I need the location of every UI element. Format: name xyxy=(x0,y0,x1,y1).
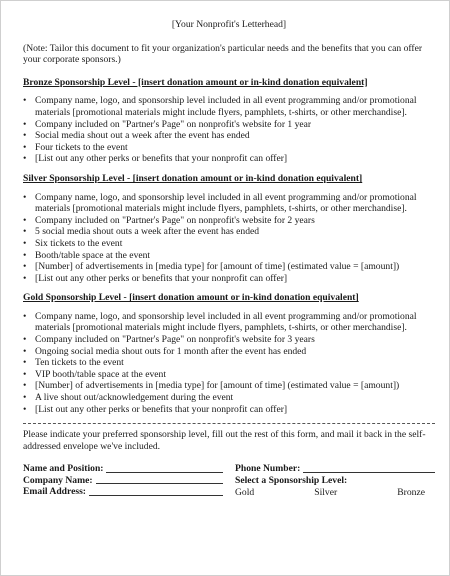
tailor-note: (Note: Tailor this document to fit your organization's particular needs and the benefits that you can offer your corporate sponsors.) xyxy=(23,42,423,66)
sponsorship-level-row xyxy=(235,475,435,487)
list-item: • [Number] of advertisements in [media type] for [amount of time] (estimated value = [amount]) xyxy=(23,261,435,273)
name-position-field[interactable] xyxy=(106,472,223,473)
gold-section xyxy=(23,292,435,415)
phone-field[interactable] xyxy=(303,472,435,473)
silver-benefits-list xyxy=(23,192,435,285)
name-position-row xyxy=(23,463,223,475)
company-name-row xyxy=(23,475,223,487)
list-item: • Booth/table space at the event xyxy=(23,250,435,262)
list-item: • [List out any other perks or benefits that your nonprofit can offer] xyxy=(23,273,435,285)
list-item: • Ten tickets to the event xyxy=(23,357,435,369)
silver-section xyxy=(23,173,435,284)
list-item: • Ongoing social media shout outs for 1 month after the event has ended xyxy=(23,346,435,358)
sponsor-reply-form xyxy=(23,463,435,523)
letterhead-placeholder: [Your Nonprofit's Letterhead] xyxy=(171,19,287,30)
form-instruction: Please indicate your preferred sponsorship level, fill out the rest of this form, and mail it back in the self-addressed envelope we've included. xyxy=(23,429,426,452)
section-title: Gold Sponsorship Level - [insert donation amount or in-kind donation equivalent] xyxy=(23,292,359,304)
phone-row xyxy=(235,463,435,475)
level-option-silver[interactable]: Silver xyxy=(314,487,338,499)
form-right-column xyxy=(235,463,435,499)
list-item: • [List out any other perks or benefits that your nonprofit can offer] xyxy=(23,404,435,416)
sponsorship-level-label: Select a Sponsorship Level: xyxy=(235,474,348,486)
name-position-label: Name and Position: xyxy=(23,463,104,475)
list-item: • Company included on "Partner's Page" on nonprofit's website for 1 year xyxy=(23,119,435,131)
level-option-gold[interactable]: Gold xyxy=(235,487,255,499)
email-field[interactable] xyxy=(89,495,223,496)
list-item: • Company included on "Partner's Page" on nonprofit's website for 2 years xyxy=(23,215,435,227)
list-item: • Six tickets to the event xyxy=(23,238,435,250)
document-body xyxy=(23,15,435,523)
bronze-benefits-list xyxy=(23,95,435,165)
email-row xyxy=(23,486,223,498)
company-name-label: Company Name: xyxy=(23,474,93,486)
gold-benefits-list xyxy=(23,311,435,415)
sponsorship-level-options xyxy=(235,486,425,499)
list-item: • [Number] of advertisements in [media type] for [amount of time] (estimated value = [amount]) xyxy=(23,380,435,392)
list-item: • VIP booth/table space at the event xyxy=(23,369,435,381)
list-item: • [List out any other perks or benefits that your nonprofit can offer] xyxy=(23,153,435,165)
section-title: Silver Sponsorship Level - [insert donation amount or in-kind donation equivalent] xyxy=(23,172,363,184)
bronze-section xyxy=(23,77,435,165)
list-item: • Company name, logo, and sponsorship level included in all event programming and/or promotional materials [promotional materials might include flyers, pamphlets, t-shirts, or other merchandise]. xyxy=(23,95,435,118)
cut-line-divider xyxy=(23,423,435,424)
list-item: • Social media shout out a week after the event has ended xyxy=(23,130,435,142)
company-name-field[interactable] xyxy=(96,483,223,484)
level-option-bronze[interactable]: Bronze xyxy=(397,487,425,499)
email-label: Email Address: xyxy=(23,486,86,498)
list-item: • Company included on "Partner's Page" on nonprofit's website for 3 years xyxy=(23,334,435,346)
phone-label: Phone Number: xyxy=(235,463,301,475)
section-title: Bronze Sponsorship Level - [insert donation amount or in-kind donation equivalent] xyxy=(23,76,368,88)
list-item: • Company name, logo, and sponsorship level included in all event programming and/or promotional materials [promotional materials might include flyers, pamphlets, t-shirts, or other merchandise]. xyxy=(23,311,435,334)
list-item: • Company name, logo, and sponsorship level included in all event programming and/or promotional materials [promotional materials might include flyers, pamphlets, t-shirts, or other merchandise]. xyxy=(23,192,435,215)
form-left-column xyxy=(23,463,223,498)
list-item: • Four tickets to the event xyxy=(23,142,435,154)
list-item: • 5 social media shout outs a week after the event has ended xyxy=(23,226,435,238)
list-item: • A live shout out/acknowledgement during the event xyxy=(23,392,435,404)
